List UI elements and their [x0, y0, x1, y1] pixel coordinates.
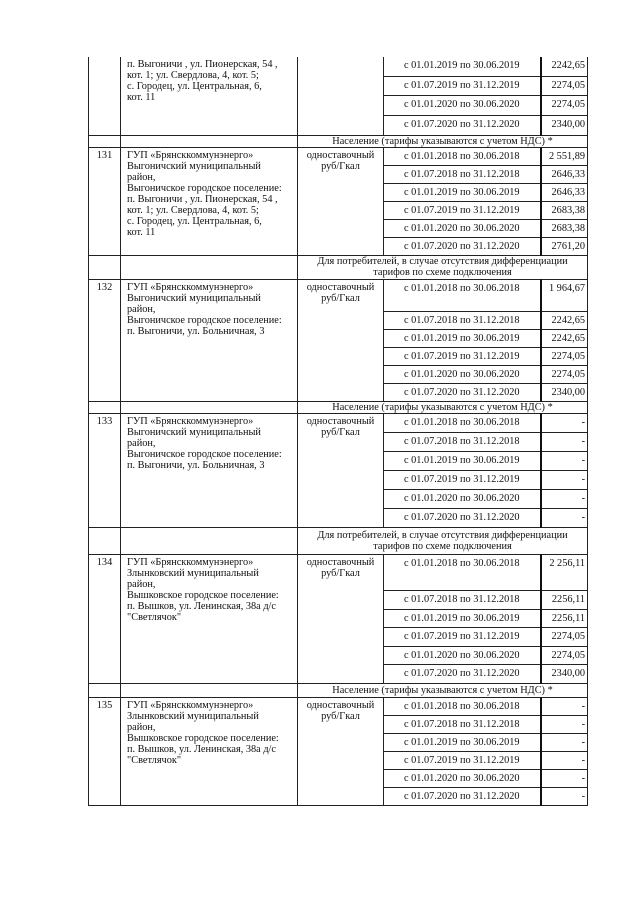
tariff-table-body	[89, 57, 588, 805]
organization-address: ГУП «Брянсккоммунэнерго» Злынковский муниципальный район, Вышковское городское поселение: п. Вышков, ул. Ленинская, 38а д/с "Светлячок"	[121, 697, 298, 805]
section-row	[89, 401, 588, 413]
tariff-period: с 01.01.2019 по 30.06.2019	[384, 609, 541, 627]
table-row	[89, 57, 588, 76]
entry-number: 132	[89, 279, 121, 401]
tariff-value: -	[541, 733, 588, 751]
tariff-unit: одноставочный руб/Гкал	[298, 697, 384, 805]
tariff-period: с 01.01.2019 по 30.06.2019	[384, 183, 541, 201]
tariff-value: 2242,65	[541, 57, 588, 76]
tariff-value: -	[541, 697, 588, 715]
tariff-period: с 01.01.2019 по 30.06.2019	[384, 451, 541, 470]
tariff-period: с 01.07.2019 по 31.12.2019	[384, 627, 541, 646]
section-header: Население (тарифы указываются с учетом НДС) *	[298, 683, 588, 697]
tariff-value: 2646,33	[541, 183, 588, 201]
tariff-period: с 01.01.2018 по 30.06.2018	[384, 279, 541, 311]
section-header: Для потребителей, в случае отсутствия дифференциации тарифов по схеме подключения	[298, 255, 588, 279]
organization-address: п. Выгоничи , ул. Пионерская, 54 , кот. 1; ул. Свердлова, 4, кот. 5; с. Городец, ул. Центральная, 6, кот. 11	[121, 57, 298, 135]
tariff-period: с 01.07.2020 по 31.12.2020	[384, 237, 541, 255]
tariff-value: 2274,05	[541, 95, 588, 115]
tariff-period: с 01.07.2018 по 31.12.2018	[384, 715, 541, 733]
empty-cell	[89, 401, 121, 413]
tariff-value: 1 964,67	[541, 279, 588, 311]
tariff-value: 2683,38	[541, 201, 588, 219]
tariff-value: -	[541, 751, 588, 769]
tariff-value: 2340,00	[541, 383, 588, 401]
tariff-period: с 01.07.2019 по 31.12.2019	[384, 751, 541, 769]
table-row	[89, 147, 588, 165]
tariff-period: с 01.07.2019 по 31.12.2019	[384, 76, 541, 95]
entry-number: 133	[89, 413, 121, 527]
tariff-unit: одноставочный руб/Гкал	[298, 554, 384, 683]
empty-cell	[121, 135, 298, 147]
tariff-value: -	[541, 508, 588, 527]
section-header: Для потребителей, в случае отсутствия дифференциации тарифов по схеме подключения	[298, 527, 588, 554]
tariff-value: -	[541, 413, 588, 432]
section-row	[89, 255, 588, 279]
entry-number: 135	[89, 697, 121, 805]
tariff-value: 2340,00	[541, 664, 588, 683]
tariff-period: с 01.01.2018 по 30.06.2018	[384, 697, 541, 715]
entry-number: 131	[89, 147, 121, 255]
tariff-value: -	[541, 787, 588, 805]
tariff-value: 2274,05	[541, 627, 588, 646]
tariff-period: с 01.01.2018 по 30.06.2018	[384, 147, 541, 165]
tariff-period: с 01.07.2018 по 31.12.2018	[384, 311, 541, 329]
tariff-value: -	[541, 432, 588, 451]
tariff-period: с 01.01.2020 по 30.06.2020	[384, 95, 541, 115]
empty-cell	[121, 255, 298, 279]
tariff-unit	[298, 57, 384, 135]
tariff-period: с 01.01.2019 по 30.06.2019	[384, 329, 541, 347]
tariff-period: с 01.01.2020 по 30.06.2020	[384, 769, 541, 787]
table-row	[89, 413, 588, 432]
section-row	[89, 135, 588, 147]
table-row	[89, 279, 588, 311]
tariff-period: с 01.01.2020 по 30.06.2020	[384, 365, 541, 383]
tariff-period: с 01.07.2019 по 31.12.2019	[384, 347, 541, 365]
tariff-period: с 01.01.2018 по 30.06.2018	[384, 413, 541, 432]
tariff-value: 2242,65	[541, 311, 588, 329]
tariff-unit: одноставочный руб/Гкал	[298, 147, 384, 255]
empty-cell	[121, 401, 298, 413]
tariff-value: 2 551,89	[541, 147, 588, 165]
tariff-period: с 01.01.2019 по 30.06.2019	[384, 733, 541, 751]
tariff-period: с 01.07.2018 по 31.12.2018	[384, 432, 541, 451]
tariff-value: 2340,00	[541, 115, 588, 135]
empty-cell	[121, 527, 298, 554]
tariff-period: с 01.01.2020 по 30.06.2020	[384, 219, 541, 237]
tariff-period: с 01.07.2020 по 31.12.2020	[384, 508, 541, 527]
table-row	[89, 697, 588, 715]
tariff-period: с 01.01.2020 по 30.06.2020	[384, 489, 541, 508]
entry-number	[89, 57, 121, 135]
tariff-period: с 01.01.2019 по 30.06.2019	[384, 57, 541, 76]
empty-cell	[89, 255, 121, 279]
tariff-value: -	[541, 769, 588, 787]
organization-address: ГУП «Брянсккоммунэнерго» Злынковский муниципальный район, Вышковское городское поселение: п. Вышков, ул. Ленинская, 38а д/с "Светлячок"	[121, 554, 298, 683]
tariff-value: 2274,05	[541, 76, 588, 95]
organization-address: ГУП «Брянсккоммунэнерго» Выгоничский муниципальный район, Выгоничское городское поселение: п. Выгоничи, ул. Больничная, 3	[121, 279, 298, 401]
tariff-period: с 01.07.2018 по 31.12.2018	[384, 590, 541, 609]
tariff-period: с 01.01.2018 по 30.06.2018	[384, 554, 541, 590]
empty-cell	[121, 683, 298, 697]
organization-address: ГУП «Брянсккоммунэнерго» Выгоничский муниципальный район, Выгоничское городское поселение: п. Выгоничи , ул. Пионерская, 54 , кот. 1; ул. Свердлова, 4, кот. 5; с. Городец, ул. Центральная, 6, кот. 11	[121, 147, 298, 255]
section-header: Население (тарифы указываются с учетом НДС) *	[298, 135, 588, 147]
tariff-value: 2274,05	[541, 347, 588, 365]
tariff-value: -	[541, 451, 588, 470]
tariff-period: с 01.07.2020 по 31.12.2020	[384, 664, 541, 683]
tariff-table	[88, 57, 588, 806]
tariff-value: 2242,65	[541, 329, 588, 347]
tariff-value: 2683,38	[541, 219, 588, 237]
tariff-period: с 01.07.2019 по 31.12.2019	[384, 470, 541, 489]
tariff-period: с 01.07.2018 по 31.12.2018	[384, 165, 541, 183]
tariff-value: -	[541, 470, 588, 489]
tariff-period: с 01.07.2020 по 31.12.2020	[384, 787, 541, 805]
tariff-value: 2646,33	[541, 165, 588, 183]
tariff-value: 2256,11	[541, 590, 588, 609]
empty-cell	[89, 527, 121, 554]
tariff-unit: одноставочный руб/Гкал	[298, 279, 384, 401]
tariff-period: с 01.07.2020 по 31.12.2020	[384, 383, 541, 401]
tariff-value: 2 256,11	[541, 554, 588, 590]
tariff-period: с 01.07.2019 по 31.12.2019	[384, 201, 541, 219]
tariff-value: 2274,05	[541, 646, 588, 664]
tariff-value: 2274,05	[541, 365, 588, 383]
tariff-value: 2256,11	[541, 609, 588, 627]
section-row	[89, 683, 588, 697]
tariff-value: 2761,20	[541, 237, 588, 255]
tariff-value: -	[541, 489, 588, 508]
empty-cell	[89, 135, 121, 147]
tariff-unit: одноставочный руб/Гкал	[298, 413, 384, 527]
organization-address: ГУП «Брянсккоммунэнерго» Выгоничский муниципальный район, Выгоничское городское поселение: п. Выгоничи, ул. Больничная, 3	[121, 413, 298, 527]
table-row	[89, 554, 588, 590]
entry-number: 134	[89, 554, 121, 683]
empty-cell	[89, 683, 121, 697]
section-row	[89, 527, 588, 554]
section-header: Население (тарифы указываются с учетом НДС) *	[298, 401, 588, 413]
tariff-value: -	[541, 715, 588, 733]
tariff-period: с 01.07.2020 по 31.12.2020	[384, 115, 541, 135]
tariff-period: с 01.01.2020 по 30.06.2020	[384, 646, 541, 664]
